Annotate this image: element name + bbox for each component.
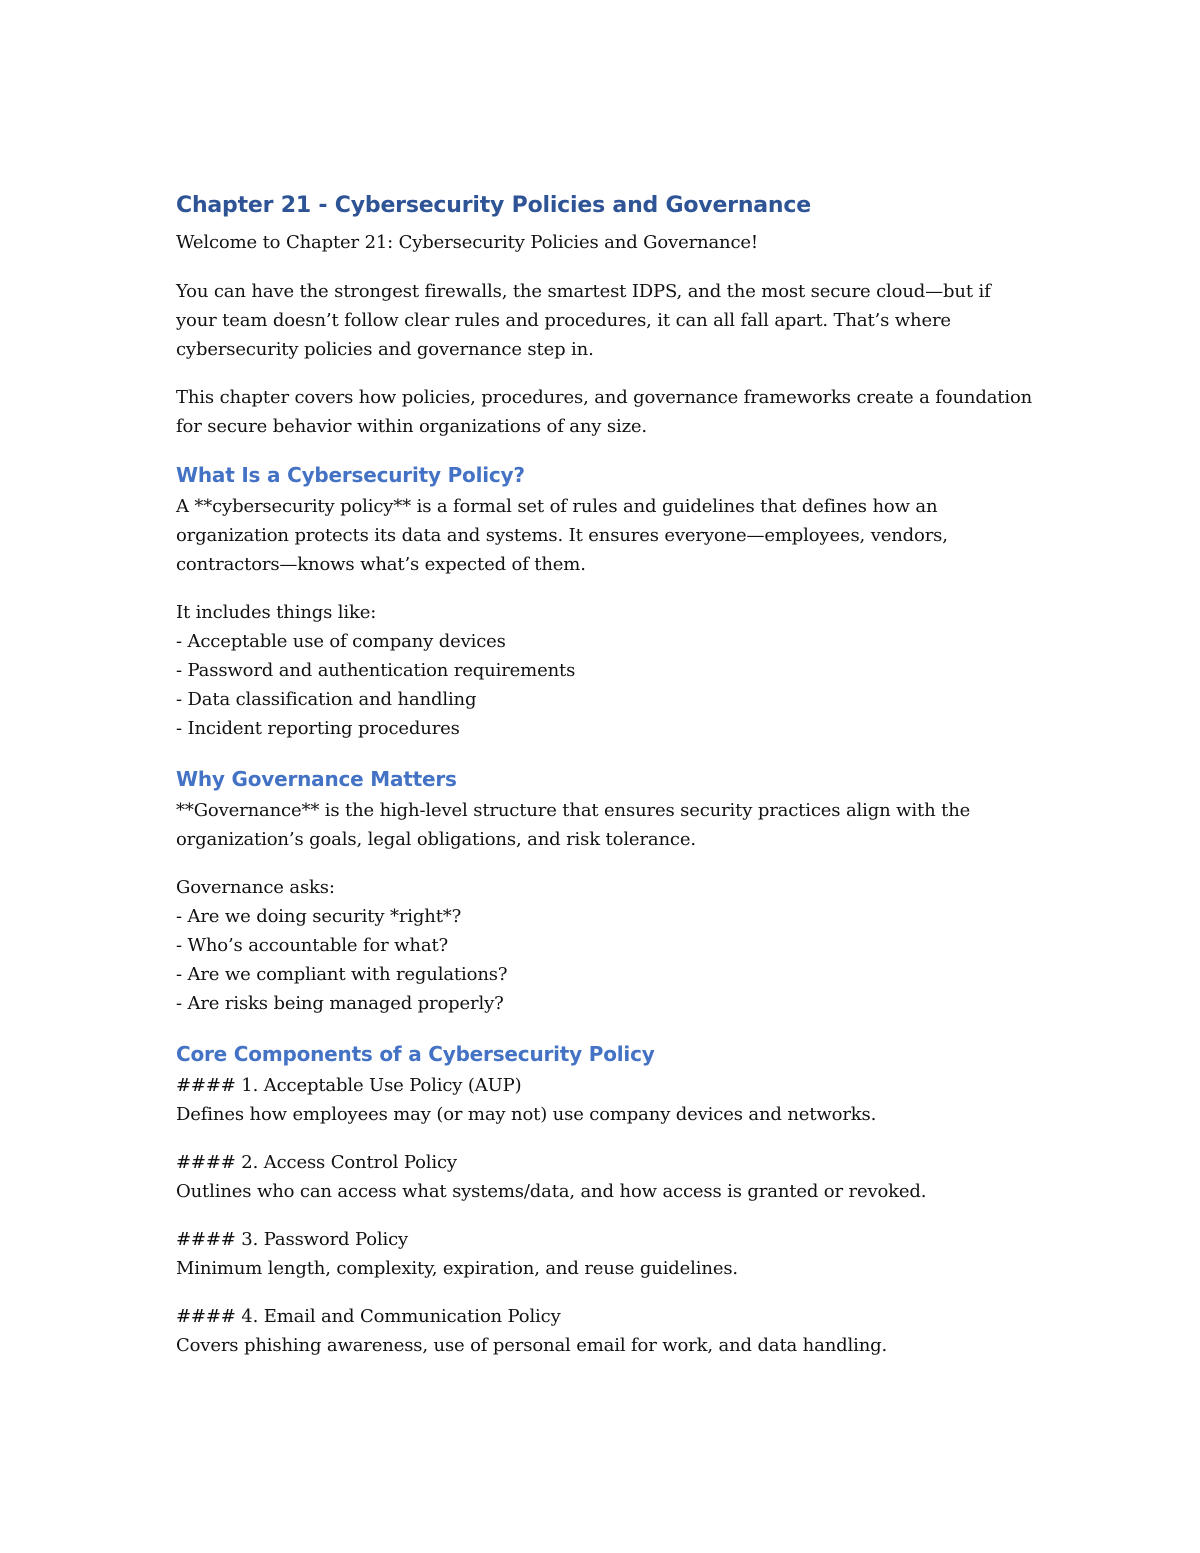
component-title: #### 2. Access Control Policy [176,1152,457,1173]
component-block [176,1302,1036,1360]
component-description: Minimum length, complexity, expiration, and reuse guidelines. [176,1258,738,1279]
component-block [176,1225,1036,1283]
list-item: - Data classification and handling [176,689,477,710]
section-heading-components: Core Components of a Cybersecurity Policy [176,1042,655,1066]
section-heading-governance: Why Governance Matters [176,767,457,791]
governance-definition-paragraph: **Governance** is the high-level structure that ensures security practices align with the organization’s goals, legal obligations, and risk tolerance. [176,800,971,850]
list-item: - Password and authentication requirements [176,660,576,681]
component-title: #### 4. Email and Communication Policy [176,1306,561,1327]
component-description: Outlines who can access what systems/data, and how access is granted or revoked. [176,1181,927,1202]
list-item: - Are we doing security *right*? [176,906,462,927]
intro-paragraph-2: This chapter covers how policies, procedures, and governance frameworks create a foundation for secure behavior within organizations of any size. [176,387,1033,437]
component-block [176,1148,1036,1206]
list-item: - Are we compliant with regulations? [176,964,508,985]
chapter-title: Chapter 21 - Cybersecurity Policies and Governance [176,193,811,218]
list-item: - Are risks being managed properly? [176,993,504,1014]
governance-list-intro: Governance asks: [176,877,335,898]
document-body [176,190,1036,1360]
component-description: Covers phishing awareness, use of personal email for work, and data handling. [176,1335,888,1356]
welcome-paragraph: Welcome to Chapter 21: Cybersecurity Policies and Governance! [176,232,759,253]
list-item: - Incident reporting procedures [176,718,460,739]
component-title: #### 1. Acceptable Use Policy (AUP) [176,1075,522,1096]
policy-list-intro: It includes things like: [176,602,377,623]
policy-includes-list [176,627,1036,743]
list-item: - Who’s accountable for what? [176,935,449,956]
intro-paragraph-1: You can have the strongest firewalls, the smartest IDPS, and the most secure cloud—but if your team doesn’t follow clear rules and procedures, it can all fall apart. That’s where cybersecurity policies and governance step in. [176,281,991,360]
policy-definition-paragraph: A **cybersecurity policy** is a formal set of rules and guidelines that defines how an organization protects its data and systems. It ensures everyone—employees, vendors, contractors—knows what’s expected of them. [176,496,948,575]
component-description: Defines how employees may (or may not) use company devices and networks. [176,1104,877,1125]
governance-asks-list [176,902,1036,1018]
component-title: #### 3. Password Policy [176,1229,409,1250]
section-heading-policy: What Is a Cybersecurity Policy? [176,463,525,487]
component-block [176,1071,1036,1129]
list-item: - Acceptable use of company devices [176,631,506,652]
